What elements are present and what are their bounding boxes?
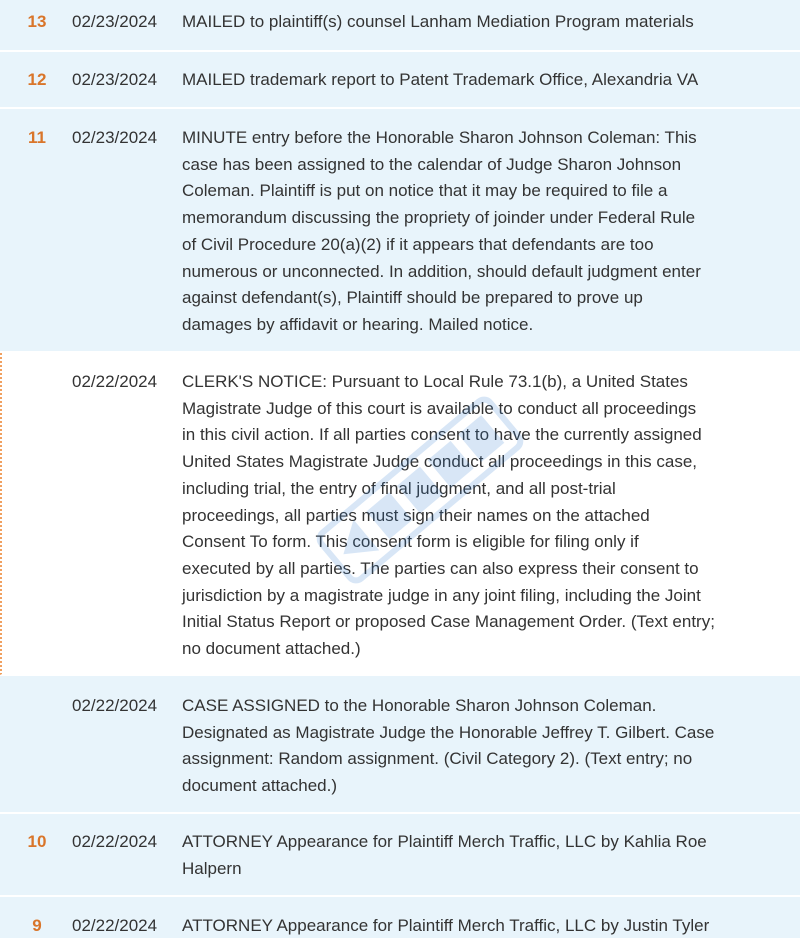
entry-date: 02/22/2024 <box>72 832 158 851</box>
entry-text-line: MAILED trademark report to Patent Trademark Office, Alexandria VA <box>182 70 699 89</box>
entry-text-line: Designated as Magistrate Judge the Honorable Jeffrey T. Gilbert. Case <box>182 722 715 742</box>
entry-number[interactable]: 13 <box>27 12 47 31</box>
entry-text-line: no document attached.) <box>182 639 361 659</box>
entry-text-line: MINUTE entry before the Honorable Sharon Johnson Coleman: This <box>182 128 697 147</box>
entry-date: 02/22/2024 <box>72 696 158 715</box>
entry-text-line: proceedings, all parties must sign their names on the attached <box>182 505 650 525</box>
entry-text-line: assignment: Random assignment. (Civil Category 2). (Text entry; no <box>182 749 693 769</box>
entry-date: 02/22/2024 <box>72 916 158 935</box>
entry-text-line: United States Magistrate Judge conduct all proceedings in this case, <box>182 452 698 472</box>
entry-text-line: CASE ASSIGNED to the Honorable Sharon Johnson Coleman. <box>182 696 657 715</box>
docket-entry <box>0 52 800 108</box>
entry-text-line: case has been assigned to the calendar of Judge Sharon Johnson <box>182 154 682 174</box>
entry-text <box>182 369 782 663</box>
entry-text-line: executed by all parties. The parties can also express their consent to <box>182 558 699 578</box>
entry-text <box>182 829 782 882</box>
docket-entry <box>0 109 800 352</box>
entry-text-line: Consent To form. This consent form is eligible for filing only if <box>182 532 639 552</box>
entry-text-line: MAILED to plaintiff(s) counsel Lanham Mediation Program materials <box>182 12 694 31</box>
docket-entry <box>0 814 800 896</box>
entry-text-line: in this civil action. If all parties consent to have the currently assigned <box>182 425 702 445</box>
docket-entry <box>0 0 800 51</box>
entry-number[interactable]: 10 <box>27 832 47 851</box>
entry-text-line: ATTORNEY Appearance for Plaintiff Merch Traffic, LLC by Justin Tyler <box>182 916 710 935</box>
entry-text-line: ATTORNEY Appearance for Plaintiff Merch Traffic, LLC by Kahlia Roe <box>182 832 707 851</box>
docket-entry <box>0 353 800 675</box>
docket-entry <box>0 676 800 813</box>
entry-date: 02/22/2024 <box>72 372 158 391</box>
entry-date: 02/23/2024 <box>72 128 158 147</box>
entry-text-line: against defendant(s), Plaintiff should be prepared to prove up <box>182 288 643 308</box>
entry-number[interactable]: 11 <box>28 128 46 147</box>
entry-date: 02/23/2024 <box>72 70 158 89</box>
entry-text-line: CLERK'S NOTICE: Pursuant to Local Rule 73.1(b), a United States <box>182 372 688 391</box>
entry-text <box>182 9 782 36</box>
entry-text-line: including trial, the entry of final judgment, and all post-trial <box>182 478 616 498</box>
entry-text-line: document attached.) <box>182 776 337 796</box>
entry-number[interactable]: 9 <box>32 916 42 935</box>
entry-text-line: Magistrate Judge of this court is available to conduct all proceedings <box>182 398 697 418</box>
entry-text-line: numerous or unconnected. In addition, should default judgment enter <box>182 261 701 281</box>
entry-text-line: Halpern <box>182 858 242 878</box>
entry-date: 02/23/2024 <box>72 12 158 31</box>
entry-text-line: jurisdiction by a magistrate judge in any joint filing, including the Joint <box>182 585 701 605</box>
entry-text <box>182 913 782 939</box>
entry-text <box>182 67 782 94</box>
entry-text <box>182 125 782 339</box>
entry-text-line: damages by affidavit or hearing. Mailed notice. <box>182 314 534 334</box>
entry-text-line: memorandum discussing the propriety of joinder under Federal Rule <box>182 208 696 228</box>
entry-text-line: of Civil Procedure 20(a)(2) if it appears that defendants are too <box>182 234 654 254</box>
entry-text <box>182 693 782 800</box>
entry-number[interactable]: 12 <box>27 70 47 89</box>
entry-text-line: Coleman. Plaintiff is put on notice that it may be required to file a <box>182 181 668 201</box>
entry-text-line: Initial Status Report or proposed Case Management Order. (Text entry; <box>182 612 715 632</box>
docket-entry <box>0 897 800 939</box>
